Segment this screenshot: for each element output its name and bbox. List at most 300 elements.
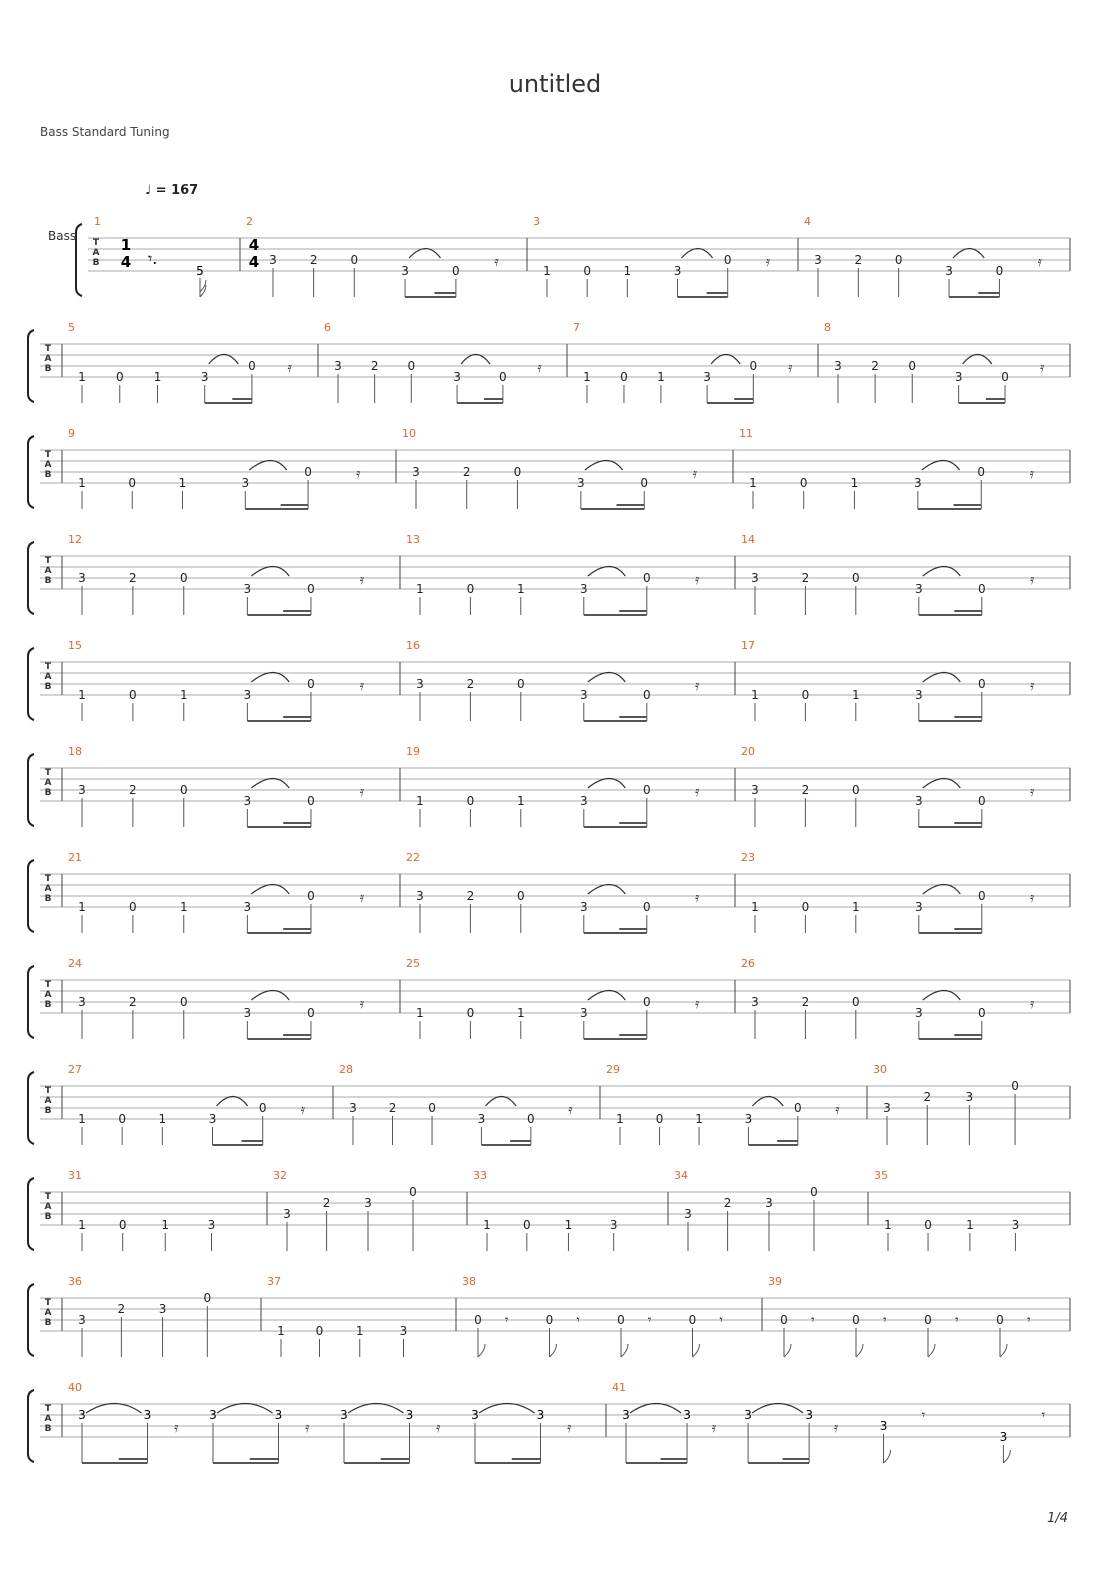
fret-number: 3 bbox=[622, 1408, 630, 1422]
tie bbox=[711, 355, 740, 365]
fret-number: 3 bbox=[965, 1090, 974, 1104]
fret-number: 0 bbox=[466, 794, 475, 808]
fret-number: 3 bbox=[158, 1302, 167, 1316]
eighth-flag bbox=[884, 1450, 891, 1463]
tab-clef-letter: A bbox=[44, 778, 52, 788]
fret-number: 3 bbox=[207, 1218, 216, 1232]
tab-clef-letter: T bbox=[44, 344, 52, 354]
eighth-rest: 𝄾 bbox=[1041, 1408, 1046, 1423]
measure-number: 26 bbox=[741, 957, 755, 970]
tab-clef-letter: A bbox=[44, 672, 52, 682]
measure-number: 16 bbox=[406, 639, 420, 652]
tie bbox=[86, 1404, 142, 1414]
measure-number: 6 bbox=[324, 321, 331, 334]
measure-number: 27 bbox=[68, 1063, 82, 1076]
measure-number: 37 bbox=[267, 1275, 281, 1288]
tie bbox=[249, 461, 286, 471]
tuning-label: Bass Standard Tuning bbox=[40, 125, 170, 139]
fret-number: 1 bbox=[543, 264, 551, 278]
fret-number: 1 bbox=[851, 900, 860, 914]
fret-number: 3 bbox=[579, 688, 588, 702]
tab-clef-letter: B bbox=[44, 1318, 52, 1328]
system-bracket bbox=[28, 542, 34, 614]
sixteenth-rest: 𝄿 bbox=[1030, 890, 1035, 906]
fret-number: 0 bbox=[1001, 370, 1009, 384]
measure-number: 18 bbox=[68, 745, 82, 758]
fret-number: 2 bbox=[723, 1196, 732, 1210]
tie bbox=[923, 779, 961, 789]
fret-number: 0 bbox=[642, 995, 651, 1009]
eighth-flag bbox=[478, 1344, 485, 1357]
measure-number: 17 bbox=[741, 639, 755, 652]
fret-number: 0 bbox=[894, 253, 903, 267]
tie bbox=[923, 567, 961, 577]
fret-number: 0 bbox=[466, 1006, 475, 1020]
fret-number: 3 bbox=[579, 900, 588, 914]
fret-number: 1 bbox=[516, 794, 525, 808]
fret-number: 1 bbox=[966, 1218, 974, 1232]
tab-clef-letter: A bbox=[44, 566, 52, 576]
tie bbox=[461, 355, 490, 365]
measure-number: 9 bbox=[68, 427, 75, 440]
fret-number: 0 bbox=[307, 794, 315, 808]
tie bbox=[588, 885, 626, 895]
sixteenth-rest: 𝄿 bbox=[833, 1420, 839, 1436]
tab-clef-letter: T bbox=[92, 238, 100, 248]
fret-number: 3 bbox=[883, 1101, 891, 1115]
fret-number: 1 bbox=[161, 1218, 170, 1232]
fret-number: 1 bbox=[78, 1112, 86, 1126]
fret-number: 1 bbox=[751, 900, 759, 914]
fret-number: 3 bbox=[405, 1408, 414, 1422]
tie bbox=[251, 673, 289, 683]
tie bbox=[588, 673, 626, 683]
sixteenth-rest: 𝄿 bbox=[1030, 572, 1035, 588]
fret-number: 3 bbox=[536, 1408, 545, 1422]
fret-number: 1 bbox=[179, 688, 188, 702]
sixteenth-rest: 𝄿 bbox=[692, 466, 698, 482]
fret-number: 0 bbox=[749, 359, 758, 373]
fret-number: 0 bbox=[977, 582, 986, 596]
sixteenth-rest: 𝄿 bbox=[567, 1420, 572, 1436]
fret-number: 1 bbox=[516, 1006, 525, 1020]
measure-number: 1 bbox=[94, 215, 101, 228]
measure-number: 2 bbox=[246, 215, 253, 228]
tab-clef-letter: B bbox=[92, 258, 100, 268]
fret-number: 0 bbox=[642, 571, 651, 585]
fret-number: 3 bbox=[243, 1006, 252, 1020]
tab-clef-letter: B bbox=[44, 1106, 52, 1116]
fret-number: 1 bbox=[153, 370, 162, 384]
fret-number: 0 bbox=[794, 1101, 802, 1115]
measure-number: 24 bbox=[68, 957, 82, 970]
fret-number: 0 bbox=[977, 794, 986, 808]
fret-number: 0 bbox=[640, 476, 649, 490]
time-signature-top: 4 bbox=[248, 236, 260, 254]
fret-number: 1 bbox=[851, 688, 860, 702]
tempo-marking: ♩ = 167 bbox=[145, 183, 199, 198]
tie bbox=[209, 355, 239, 365]
tab-clef-letter: B bbox=[44, 470, 52, 480]
fret-number: 0 bbox=[258, 1101, 267, 1115]
system-bracket bbox=[28, 1284, 34, 1356]
fret-number: 0 bbox=[307, 1006, 315, 1020]
sixteenth-rest: 𝄿 bbox=[174, 1420, 179, 1436]
sixteenth-flag bbox=[200, 280, 206, 297]
fret-number: 2 bbox=[871, 359, 879, 373]
fret-number: 3 bbox=[751, 995, 759, 1009]
fret-number: 0 bbox=[128, 476, 137, 490]
fret-number: 1 bbox=[657, 370, 665, 384]
fret-number: 1 bbox=[178, 476, 187, 490]
fret-number: 0 bbox=[179, 571, 188, 585]
fret-number: 1 bbox=[78, 900, 86, 914]
fret-number: 1 bbox=[277, 1324, 285, 1338]
tab-clef-letter: T bbox=[44, 768, 52, 778]
eighth-rest: 𝄾 bbox=[647, 1313, 652, 1328]
fret-number: 0 bbox=[129, 688, 137, 702]
fret-number: 3 bbox=[673, 264, 682, 278]
eighth-flag bbox=[784, 1344, 791, 1357]
tie bbox=[752, 1404, 803, 1414]
tab-clef-letter: A bbox=[44, 1096, 52, 1106]
sixteenth-rest: 𝄿 bbox=[695, 996, 700, 1012]
eighth-flag bbox=[1000, 1344, 1007, 1357]
measure-number: 4 bbox=[804, 215, 811, 228]
fret-number: 3 bbox=[914, 1006, 923, 1020]
fret-number: 1 bbox=[78, 476, 86, 490]
fret-number: 0 bbox=[924, 1218, 932, 1232]
tab-clef-letter: T bbox=[44, 980, 52, 990]
fret-number: 0 bbox=[583, 264, 591, 278]
sixteenth-rest: 𝄿 bbox=[436, 1420, 441, 1436]
system-bracket bbox=[28, 1178, 34, 1250]
fret-number: 2 bbox=[129, 571, 137, 585]
fret-number: 3 bbox=[751, 783, 759, 797]
fret-number: 1 bbox=[616, 1112, 624, 1126]
fret-number: 0 bbox=[780, 1313, 788, 1327]
fret-number: 3 bbox=[744, 1408, 752, 1422]
sixteenth-rest: 𝄿 bbox=[359, 890, 364, 906]
fret-number: 3 bbox=[999, 1430, 1008, 1444]
fret-number: 3 bbox=[914, 582, 923, 596]
fret-number: 0 bbox=[723, 253, 732, 267]
fret-number: 2 bbox=[923, 1090, 932, 1104]
eighth-flag bbox=[693, 1344, 700, 1357]
eighth-rest: 𝄾 bbox=[1027, 1313, 1031, 1328]
time-signature-top: 1 bbox=[120, 236, 132, 254]
fret-number: 1 bbox=[516, 582, 525, 596]
fret-number: 0 bbox=[452, 264, 460, 278]
eighth-rest: 𝄾 bbox=[719, 1313, 723, 1328]
fret-number: 3 bbox=[364, 1196, 372, 1210]
fret-number: 3 bbox=[243, 582, 252, 596]
sixteenth-rest: 𝄿 bbox=[788, 360, 793, 376]
tie bbox=[251, 779, 289, 789]
tie bbox=[963, 355, 992, 365]
sixteenth-rest: 𝄿 bbox=[1030, 996, 1035, 1012]
fret-number: 2 bbox=[322, 1196, 331, 1210]
fret-number: 0 bbox=[315, 1324, 324, 1338]
tab-clef-letter: A bbox=[44, 990, 52, 1000]
measure-number: 29 bbox=[606, 1063, 620, 1076]
tie bbox=[251, 885, 289, 895]
fret-number: 0 bbox=[499, 370, 507, 384]
fret-number: 0 bbox=[655, 1112, 664, 1126]
sixteenth-rest: 𝄿 bbox=[287, 360, 292, 376]
fret-number: 0 bbox=[527, 1112, 535, 1126]
tie bbox=[585, 461, 623, 471]
fret-number: 0 bbox=[307, 582, 315, 596]
fret-number: 0 bbox=[307, 889, 315, 903]
measure-number: 13 bbox=[406, 533, 420, 546]
fret-number: 0 bbox=[179, 995, 188, 1009]
tab-clef-letter: T bbox=[44, 1404, 52, 1414]
measure-number: 32 bbox=[273, 1169, 287, 1182]
tab-clef-letter: B bbox=[44, 1000, 52, 1010]
measure-number: 33 bbox=[473, 1169, 487, 1182]
tie bbox=[479, 1404, 535, 1414]
fret-number: 0 bbox=[810, 1185, 818, 1199]
fret-number: 2 bbox=[309, 253, 318, 267]
fret-number: 0 bbox=[908, 359, 917, 373]
sixteenth-rest: 𝄿 bbox=[1029, 466, 1035, 482]
sixteenth-rest: 𝄿 bbox=[1030, 784, 1035, 800]
fret-number: 0 bbox=[801, 688, 810, 702]
system-bracket bbox=[28, 330, 34, 402]
fret-number: 3 bbox=[208, 1112, 217, 1126]
system-bracket bbox=[28, 966, 34, 1038]
fret-number: 0 bbox=[851, 571, 860, 585]
fret-number: 1 bbox=[850, 476, 859, 490]
fret-number: 0 bbox=[407, 359, 416, 373]
eighth-rest: 𝄾 bbox=[504, 1313, 509, 1328]
tab-clef-letter: B bbox=[44, 1212, 52, 1222]
measure-number: 21 bbox=[68, 851, 82, 864]
tie bbox=[348, 1404, 404, 1414]
fret-number: 3 bbox=[209, 1408, 217, 1422]
sixteenth-rest: 𝄿 bbox=[359, 678, 364, 694]
tab-clef-letter: T bbox=[44, 1086, 52, 1096]
tab-clef-letter: T bbox=[44, 1192, 52, 1202]
tie bbox=[409, 249, 440, 259]
sixteenth-rest: 𝄿 bbox=[494, 254, 499, 270]
tab-clef-letter: B bbox=[44, 364, 52, 374]
fret-number: 3 bbox=[914, 688, 923, 702]
measure-number: 7 bbox=[573, 321, 580, 334]
tie bbox=[588, 567, 626, 577]
eighth-rest: 𝄾 bbox=[955, 1313, 959, 1328]
measure-number: 8 bbox=[824, 321, 831, 334]
dotted-eighth-rest: 𝄾. bbox=[148, 249, 158, 268]
fret-number: 3 bbox=[349, 1101, 357, 1115]
fret-number: 3 bbox=[274, 1408, 283, 1422]
tie bbox=[485, 1097, 516, 1107]
tab-clef-letter: T bbox=[44, 450, 52, 460]
fret-number: 1 bbox=[416, 1006, 424, 1020]
time-signature-bottom: 4 bbox=[120, 253, 132, 271]
fret-number: 0 bbox=[203, 1291, 212, 1305]
tab-clef-letter: A bbox=[92, 248, 100, 258]
tie bbox=[922, 461, 960, 471]
tie bbox=[682, 249, 713, 259]
measure-number: 31 bbox=[68, 1169, 82, 1182]
fret-number: 3 bbox=[684, 1207, 692, 1221]
measure-number: 23 bbox=[741, 851, 755, 864]
measure-number: 34 bbox=[674, 1169, 688, 1182]
fret-number: 0 bbox=[620, 370, 628, 384]
fret-number: 3 bbox=[1011, 1218, 1020, 1232]
tab-clef-letter: B bbox=[44, 576, 52, 586]
fret-number: 0 bbox=[513, 465, 522, 479]
fret-number: 3 bbox=[703, 370, 711, 384]
tab-clef-letter: B bbox=[44, 682, 52, 692]
fret-number: 3 bbox=[914, 794, 923, 808]
tab-clef-letter: T bbox=[44, 662, 52, 672]
fret-number: 3 bbox=[401, 264, 409, 278]
fret-number: 2 bbox=[466, 889, 475, 903]
measure-number: 3 bbox=[533, 215, 540, 228]
tab-clef-letter: T bbox=[44, 556, 52, 566]
measure-number: 36 bbox=[68, 1275, 82, 1288]
eighth-rest: 𝄾 bbox=[811, 1313, 815, 1328]
fret-number: 0 bbox=[977, 889, 986, 903]
measure-number: 5 bbox=[68, 321, 75, 334]
fret-number: 2 bbox=[129, 783, 137, 797]
eighth-flag bbox=[550, 1344, 557, 1357]
measure-number: 40 bbox=[68, 1381, 82, 1394]
fret-number: 3 bbox=[577, 476, 585, 490]
fret-number: 3 bbox=[412, 465, 420, 479]
fret-number: 1 bbox=[623, 264, 632, 278]
tab-clef-letter: B bbox=[44, 788, 52, 798]
fret-number: 3 bbox=[609, 1218, 618, 1232]
measure-number: 39 bbox=[768, 1275, 782, 1288]
system-bracket bbox=[28, 1390, 34, 1462]
tie bbox=[251, 991, 289, 1001]
fret-number: 3 bbox=[954, 370, 963, 384]
tie bbox=[923, 885, 961, 895]
fret-number: 0 bbox=[118, 1218, 127, 1232]
tab-clef-letter: A bbox=[44, 1414, 52, 1424]
fret-number: 0 bbox=[118, 1112, 126, 1126]
tab-clef-letter: A bbox=[44, 884, 52, 894]
fret-number: 1 bbox=[78, 1218, 86, 1232]
sixteenth-rest: 𝄿 bbox=[359, 996, 364, 1012]
system-bracket bbox=[76, 224, 82, 296]
fret-number: 1 bbox=[483, 1218, 491, 1232]
fret-number: 3 bbox=[416, 889, 424, 903]
measure-number: 22 bbox=[406, 851, 420, 864]
fret-number: 2 bbox=[117, 1302, 126, 1316]
sixteenth-rest: 𝄿 bbox=[359, 784, 364, 800]
fret-number: 0 bbox=[977, 677, 986, 691]
sixteenth-rest: 𝄿 bbox=[1037, 254, 1042, 270]
page-number: 1/4 bbox=[1047, 1511, 1068, 1526]
fret-number: 3 bbox=[453, 370, 461, 384]
fret-number: 3 bbox=[765, 1196, 773, 1210]
fret-number: 2 bbox=[129, 995, 137, 1009]
tab-clef-letter: A bbox=[44, 460, 52, 470]
fret-number: 3 bbox=[78, 783, 86, 797]
fret-number: 2 bbox=[466, 677, 475, 691]
fret-number: 0 bbox=[995, 264, 1004, 278]
fret-number: 0 bbox=[801, 900, 810, 914]
fret-number: 3 bbox=[399, 1324, 408, 1338]
fret-number: 3 bbox=[200, 370, 209, 384]
tab-clef-letter: A bbox=[44, 1308, 52, 1318]
fret-number: 1 bbox=[884, 1218, 892, 1232]
measure-number: 30 bbox=[873, 1063, 887, 1076]
fret-number: 3 bbox=[834, 359, 842, 373]
fret-number: 3 bbox=[78, 995, 86, 1009]
fret-number: 1 bbox=[416, 582, 424, 596]
fret-number: 0 bbox=[545, 1313, 554, 1327]
sixteenth-rest: 𝄿 bbox=[305, 1420, 310, 1436]
tab-clef-letter: T bbox=[44, 874, 52, 884]
fret-number: 0 bbox=[409, 1185, 417, 1199]
eighth-flag bbox=[621, 1344, 628, 1357]
measure-number: 38 bbox=[462, 1275, 476, 1288]
tab-clef-letter: A bbox=[44, 354, 52, 364]
song-title: untitled bbox=[508, 70, 602, 98]
eighth-rest: 𝄾 bbox=[883, 1313, 887, 1328]
tie bbox=[630, 1404, 681, 1414]
tie bbox=[217, 1097, 248, 1107]
sixteenth-rest: 𝄿 bbox=[537, 360, 542, 376]
fret-number: 3 bbox=[243, 900, 252, 914]
tab-clef-letter: B bbox=[44, 894, 52, 904]
fret-number: 3 bbox=[751, 571, 759, 585]
fret-number: 1 bbox=[78, 688, 86, 702]
system-bracket bbox=[28, 436, 34, 508]
measure-number: 25 bbox=[406, 957, 420, 970]
fret-number: 0 bbox=[516, 889, 525, 903]
fret-number: 1 bbox=[583, 370, 591, 384]
fret-number: 1 bbox=[749, 476, 757, 490]
fret-number: 3 bbox=[579, 582, 588, 596]
fret-number: 3 bbox=[814, 253, 822, 267]
measure-number: 11 bbox=[739, 427, 753, 440]
fret-number: 0 bbox=[516, 677, 525, 691]
system-bracket bbox=[28, 648, 34, 720]
fret-number: 3 bbox=[340, 1408, 348, 1422]
system-bracket bbox=[28, 860, 34, 932]
fret-number: 3 bbox=[477, 1112, 486, 1126]
fret-number: 0 bbox=[474, 1313, 482, 1327]
fret-number: 0 bbox=[129, 900, 137, 914]
fret-number: 3 bbox=[914, 900, 923, 914]
measure-number: 12 bbox=[68, 533, 82, 546]
sixteenth-rest: 𝄿 bbox=[1030, 678, 1035, 694]
instrument-label: Bass bbox=[48, 229, 77, 243]
fret-number: 1 bbox=[564, 1218, 573, 1232]
fret-number: 1 bbox=[751, 688, 759, 702]
fret-number: 2 bbox=[801, 995, 810, 1009]
measure-number: 14 bbox=[741, 533, 755, 546]
fret-number: 1 bbox=[78, 370, 86, 384]
eighth-flag bbox=[928, 1344, 935, 1357]
fret-number: 0 bbox=[1011, 1079, 1019, 1093]
sixteenth-rest: 𝄿 bbox=[1040, 360, 1045, 376]
eighth-rest: 𝄾 bbox=[921, 1408, 926, 1423]
tie bbox=[923, 673, 961, 683]
sixteenth-rest: 𝄿 bbox=[695, 572, 700, 588]
fret-number: 0 bbox=[688, 1313, 697, 1327]
fret-number: 3 bbox=[879, 1419, 888, 1433]
sixteenth-rest: 𝄿 bbox=[356, 466, 361, 482]
sixteenth-rest: 𝄿 bbox=[695, 890, 700, 906]
